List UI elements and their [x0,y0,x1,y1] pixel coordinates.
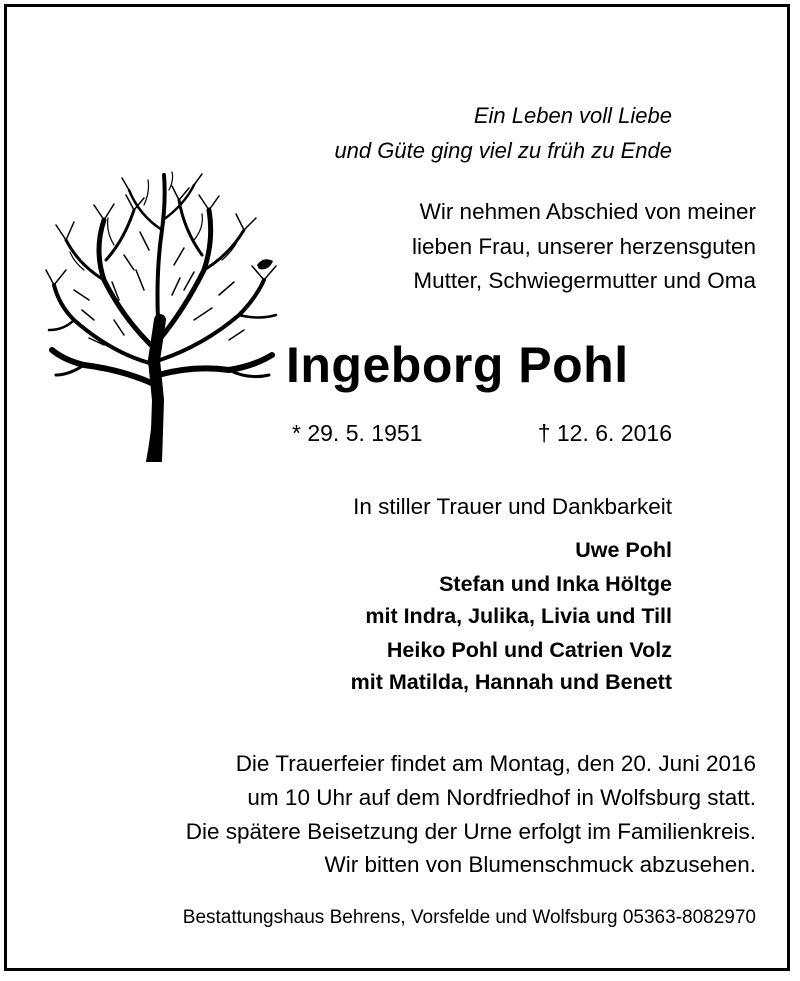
intro-line-3: Mutter, Schwiegermutter und Oma [413,268,756,293]
mourning-intro: In stiller Trauer und Dankbarkeit [353,494,672,519]
motto-line-2: und Güte ging viel zu früh zu Ende [334,138,672,163]
intro-line-1: Wir nehmen Abschied von meiner [419,199,756,224]
mourner-line: Heiko Pohl und Catrien Volz [386,638,672,662]
funeral-home-footer: Bestattungshaus Behrens, Vorsfelde und Wolfsburg 05363-8082970 [182,907,756,928]
mourner-line: Stefan und Inka Höltge [439,572,672,596]
bare-tree-icon [44,170,280,462]
ceremony-line: Wir bitten von Blumenschmuck abzusehen. [324,852,756,877]
falling-leaf-icon [255,255,275,275]
deceased-name: Ingeborg Pohl [286,337,629,393]
mourner-line: Uwe Pohl [575,538,672,562]
motto-line-1: Ein Leben voll Liebe [473,103,672,128]
ceremony-line: um 10 Uhr auf dem Nordfriedhof in Wolfsburg statt. [247,785,756,810]
mourner-line: mit Matilda, Hannah und Benett [350,670,672,694]
intro-line-2: lieben Frau, unserer herzensguten [412,234,756,259]
death-date: † 12. 6. 2016 [537,420,672,446]
mourner-line: mit Indra, Julika, Livia und Till [365,604,672,628]
birth-date: * 29. 5. 1951 [292,420,423,446]
ceremony-line: Die spätere Beisetzung der Urne erfolgt im Familienkreis. [185,819,756,844]
ceremony-line: Die Trauerfeier findet am Montag, den 20. Juni 2016 [235,751,756,776]
